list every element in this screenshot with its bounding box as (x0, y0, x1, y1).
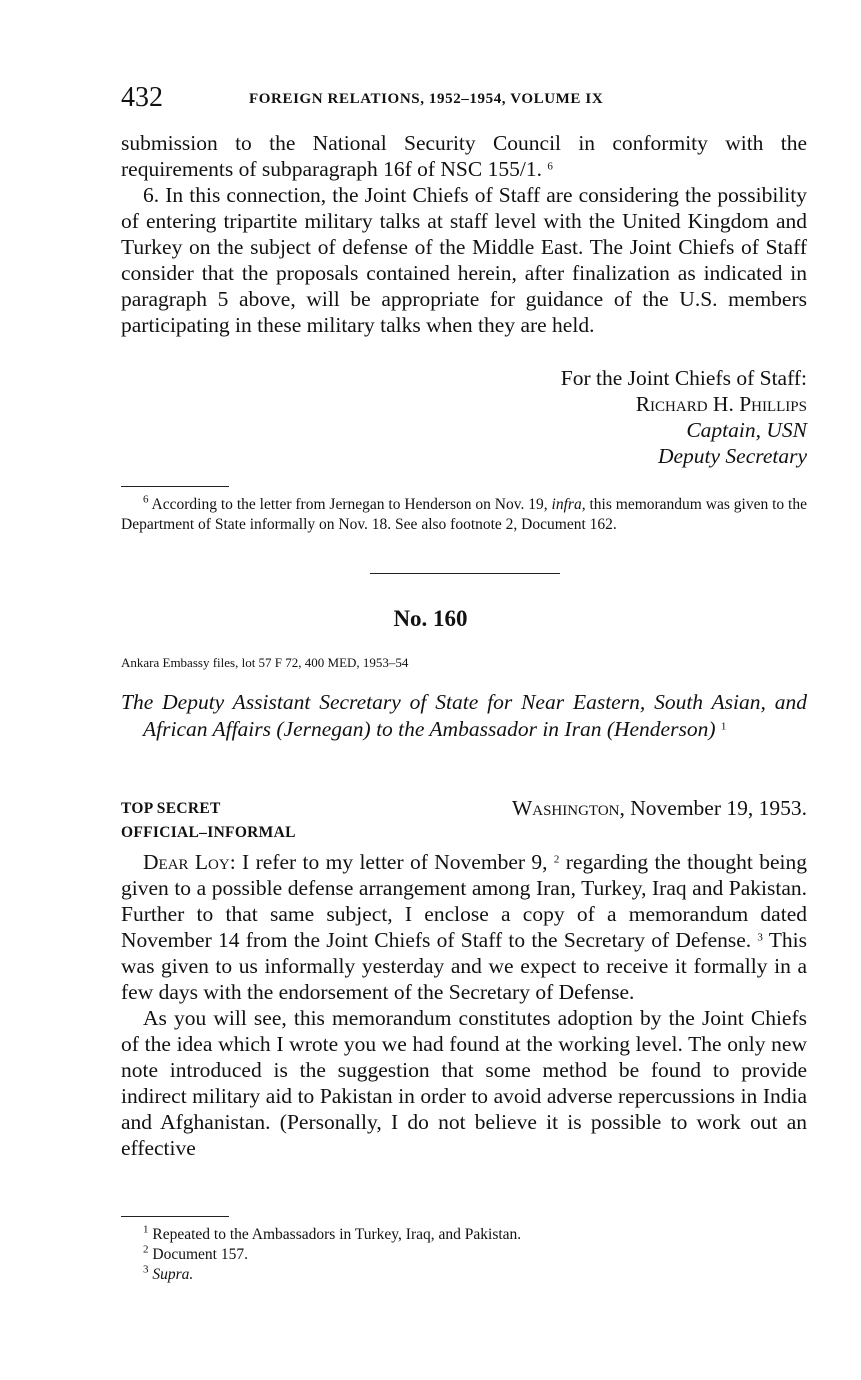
footnote-ref-2: 2 (553, 853, 560, 866)
footnote-2: $^2$ Document 157. (143, 1243, 248, 1263)
running-head: FOREIGN RELATIONS, 1952–1954, VOLUME IX (249, 91, 604, 107)
footnote-ref-3: 3 (757, 931, 763, 944)
continued-text (121, 130, 807, 338)
footnote-3: $^3$ Supra. (143, 1263, 194, 1283)
footnote-divider (121, 486, 229, 487)
paragraph-6: 6. In this connection, the Joint Chiefs of Staff are considering the possibility of entering tripartite military talks at staff level with the United Kingdom and Turkey on the subject of defense of the Middle East. The Joint Chiefs of Staff consider that the proposals contained herein, after finalization as indicated in paragraph 5 above, will be appropriate for guidance of the U.S. members participating in these military talks when they are held. (121, 183, 807, 337)
classification-level: TOP SECRET (121, 800, 221, 817)
salutation: Dear Loy: (143, 850, 236, 874)
footnote-ref-1: 1 (720, 719, 727, 732)
page-header (121, 80, 811, 120)
letter-body (121, 849, 807, 1161)
footnote-1: $^1$ Repeated to the Ambassadors in Turkey, Iraq, and Pakistan. (143, 1223, 522, 1243)
footnote-6: $^6$ According to the letter from Jernegan to Henderson on Nov. 19, infra, this memorandum was given to the Department of State informally on Nov. 18. See also footnote 2, Document 162. (121, 493, 807, 533)
place-and-date: Washington, November 19, 1953. (511, 796, 807, 820)
paragraph-continuation: submission to the National Security Council in conformity with the requirements of subparagraph 16f of NSC 155/1. $^6$ (121, 131, 807, 181)
signature-block (407, 365, 807, 469)
footnote-ref-6: 6 (547, 160, 553, 173)
document-title: The Deputy Assistant Secretary of State for Near Eastern, South Asian, and African Affairs (Jernegan) to the Ambassador in Iran (Henderson) $^1$ (121, 690, 807, 741)
classification-handling: OFFICIAL–INFORMAL (121, 824, 296, 841)
letter-paragraph-1: Dear Loy: I refer to my letter of November 9, $^2$ regarding the thought being given to a possible defense arrangement among Iran, Turkey, Iraq and Pakistan. Further to that same subject, I enclose a copy of a memorandum dated November 14 from the Joint Chiefs of Staff to the Secretary of Defense. $^3$ This was given to us informally yesterday and we expect to receive it formally in a few days with the endorsement of the Secretary of Defense. (121, 850, 807, 1004)
source-note: Ankara Embassy files, lot 57 F 72, 400 MED, 1953–54 (121, 655, 409, 670)
footnotes (121, 1225, 807, 1285)
signatory-title: Deputy Secretary (657, 444, 807, 468)
document-number: No. 160 (393, 606, 468, 631)
page-number: 432 (121, 82, 163, 113)
signatory-rank: Captain, USN (686, 418, 807, 442)
classification (121, 797, 296, 845)
signature-line: For the Joint Chiefs of Staff: (560, 366, 807, 390)
letter-paragraph-2: As you will see, this memorandum constitutes adoption by the Joint Chiefs of the idea which I wrote you we had found at the working level. The only new note introduced is the suggestion that some method be found to provide indirect military aid to Pakistan in order to avoid adverse repercussions in India and Afghanistan. (Personally, I do not believe it is possible to work out an effective (121, 1006, 807, 1160)
footnote-divider (121, 1216, 229, 1217)
signatory-name: Richard H. Phillips (635, 392, 807, 416)
section-divider (370, 573, 560, 574)
